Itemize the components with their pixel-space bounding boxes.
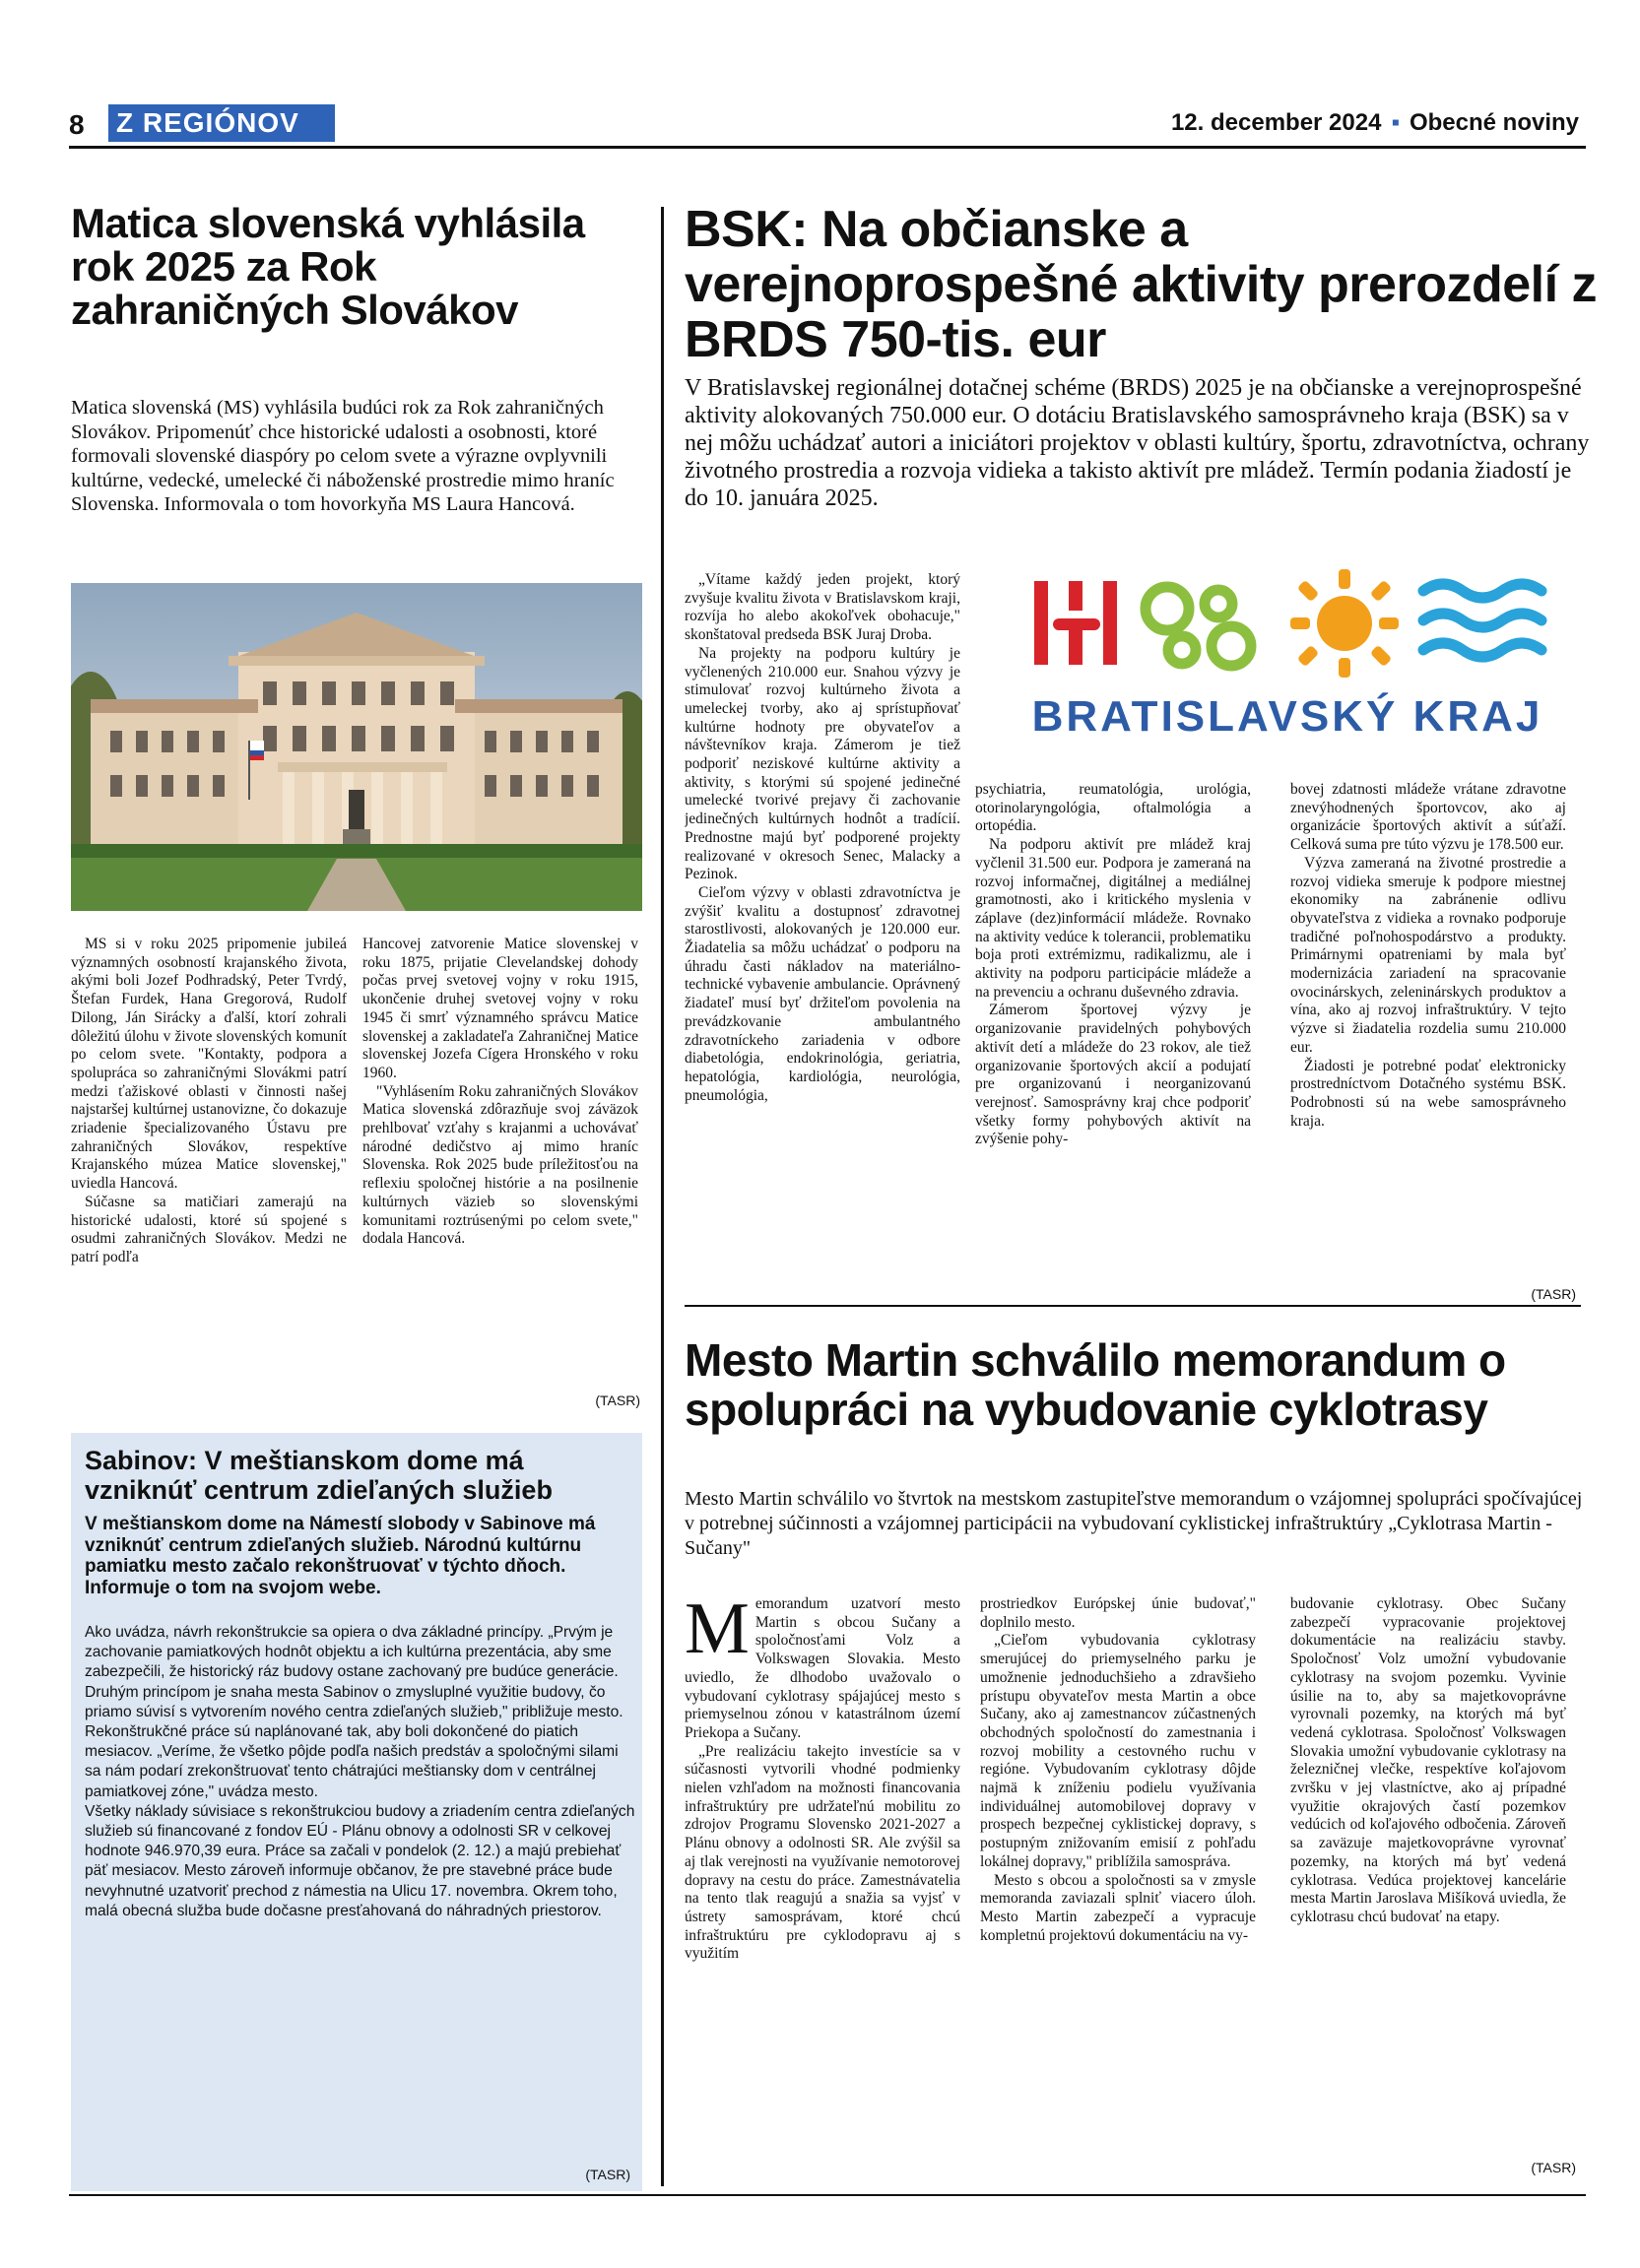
paragraph: MS si v roku 2025 pripomenie jubileá významných osobností krajanského života, akými boli Jozef Podhradský, Peter Tvrdý, Štefan Furdek, Hana Gregorová, Rudolf Dilong, Ján Sirácky a ďalší, ktorí zohrali dôležitú úlohu v živote slovenských komunít po celom svete. "Kontakty, podpora a spolupráca so zahraničnými Slovákmi patrí medzi ťažiskové oblasti v činnosti našej najstaršej kultúrnej ustanovizne, čo dokazuje zriadenie špecializovaného Ústavu pre zahraničných Slovákov, respektíve Krajanského múzea Matice slovenskej," uviedla Hancová. [71, 936, 347, 1193]
source-credit: (TASR) [585, 2167, 630, 2182]
paragraph: Hancovej zatvorenie Matice slovenskej v roku 1875, prijatie Clevelandskej dohody počas prvej svetovej vojny v roku 1915, ukončenie druhej svetovej vojny v roku 1945 či smrť významného správcu Matice slovenskej a zakladateľa Zahraničnej Matice slovenskej Jozefa Cígera Hronského v roku 1960. [362, 936, 638, 1081]
paragraph: Zámerom športovej výzvy je organizovanie pravidelných pohybových aktivít detí a mládeže do 23 rokov, ale tiež organizovanie športových akcií a podujatí pre organizovanú i neorganizovanú verejnosť. Samosprávny kraj chce podporiť všetky formy pohybových aktivít na zvýšenie pohy- [975, 1002, 1251, 1148]
paragraph: budovanie cyklotrasy. Obec Sučany zabezpečí vypracovanie projektovej dokumentácie na realizáciu stavby. Spoločnosť Volz umožní vybudovanie cyklotrasy na svojom pozemku. Vyvinie úsilie na to, aby sa majetkovoprávne vyrovnali pozemky, na ktorých má byť vedená cyklotrasa. Spoločnosť Volkswagen Slovakia umožní vybudovanie cyklotrasy na železničnej vlečke, respektíve koľajovom zvršku v jej vlastníctve, ako aj prípadné využitie okrajových častí pozemkov vedúcich od koľajového odbočenia. Zároveň sa zaväzuje majetkovoprávne vyrovnať pozemky, na ktorých má byť vedená cyklotrasa. Vedúca projektovej kancelárie mesta Martin Jaroslava Mišíková uviedla, že cyklotrasu chcú budovať na etapy. [1290, 1595, 1566, 1925]
bsk-column-3 [1290, 781, 1566, 1283]
paragraph: Žiadosti je potrebné podať elektronicky prostredníctvom Dotačného systému BSK. Podrobnosti sú na webe samosprávneho kraja. [1290, 1057, 1566, 1130]
drop-cap: M [685, 1595, 750, 1669]
bratislava-region-logo [1010, 569, 1561, 766]
matica-building-photo [71, 583, 642, 911]
paragraph: „Pre realizáciu takejto investície sa v súčasnosti vytvorili vhodné podmienky nielen vzhľadom na možnosti financovania infraštruktúry pre udržateľnú mobilitu zo zdrojov Programu Slovensko 2021-2027 a Plánu obnovy a odolnosti SR. Ale zvýšil sa aj tlak verejnosti na využívanie nemotorovej dopravy na cestu do práce. Zamestnávatelia na tento tlak reagujú a snažia sa vyjsť v ústrety samosprávam, ktoré chcú infraštruktúru pre cyklodopravu aj s využitím [685, 1742, 960, 1963]
article-lead-matica: Matica slovenská (MS) vyhlásila budúci rok za Rok zahraničných Slovákov. Pripomenúť chce historické udalosti a osobnosti, ktoré formovali slovenské diaspóry po celom svete a výrazne ovplyvnili kultúrne, vedecké, umelecké či náboženské prostredie mimo hraníc Slovenska. Informovala o tom hovorkyňa MS Laura Hancová. [71, 397, 615, 515]
paragraph: prostriedkov Európskej únie budovať," doplnilo mesto. [980, 1595, 1256, 1631]
issue-info [1171, 109, 1579, 137]
paragraph: Všetky náklady súvisiace s rekonštrukciou budovy a zriadením centra zdieľaných služieb sú financované z fondov EÚ - Plánu obnovy a odolnosti SR v celkovej hodnote 946.970,39 eura. Práce sa začali v pondelok (2. 12.) a majú prebiehať päť mesiacov. Mesto zároveň informuje občanov, že pre stavebné práce bude nevyhnutné uzatvoriť prechod z námestia na Ulicu 17. novembra. Okrem toho, malá obecná služba bude dočasne presťahovaná do náhradných priestorov. [85, 1802, 635, 1919]
paragraph: Mesto s obcou a spoločnosti sa v zmysle memoranda zaviazali splniť viacero úloh. Mesto Martin zabezpečí a vypracuje kompletnú projektovú dokumentáciu na vy- [980, 1871, 1256, 1944]
matica-column-1 [71, 936, 347, 1398]
article-headline-matica: Matica slovenská vyhlásila rok 2025 za Rok zahraničných Slovákov [71, 200, 585, 333]
article-lead-martin: Mesto Martin schválilo vo štvrtok na mestskom zastupiteľstve memorandum o vzájomnej spolupráci spočívajúcej v potrebnej súčinnosti a vzájomnej participácii na vybudovaní cyklistickej infraštruktúry „Cyklotrasa Martin - Sučany" [685, 1488, 1583, 1559]
paragraph: Na projekty na podporu kultúry je vyčlenených 210.000 eur. Snahou výzvy je stimulovať rozvoj kultúrneho života a umeleckej tvorby, ako aj sprístupňovať kultúrne hodnoty pre obyvateľov a návštevníkov kraja. Zámerom je tiež podporiť neziskové kultúrne aktivity a aktivity, s ktorými sú spojené jedinečné umelecké tvorivé prejavy či zachovanie jedinečných kultúrnych hodnôt a tradícií. Prednostne majú byť podporené projekty realizované v okresoch Senec, Malacky a Pezinok. [685, 644, 960, 883]
logo-wordmark: BRATISLAVSKÝ KRAJ [1031, 692, 1543, 741]
bsk-column-2 [975, 781, 1251, 1303]
article-headline-bsk: BSK: Na občianske a verejnoprospešné aktivity prerozdelí z BRDS 750-tis. eur [685, 201, 1597, 368]
paragraph: Súčasne sa matičiari zamerajú na historické udalosti, ktoré sú spojené s osudmi zahraničných Slovákov. Medzi ne patrí podľa [71, 1193, 347, 1265]
paragraph: psychiatria, reumatológia, urológia, otorinolaryngológia, oftalmológia a ortopédia. [975, 781, 1251, 835]
page-number: 8 [69, 109, 85, 140]
sabinov-title: Sabinov: V meštianskom dome má vzniknúť centrum zdieľaných služieb [85, 1446, 553, 1505]
martin-column-1 [685, 1595, 960, 2186]
paragraph: Memorandum uzatvorí mesto Martin s obcou Sučany a spoločnosťami Volz a Volkswagen Slovakia. Mesto uviedlo, že dlhodobo uvažovalo o vybudovaní cyklotrasy spájajúcej mesto s priemyselnou zónou v katastrálnom území Priekopa a Sučany. [685, 1595, 960, 1741]
column-divider [661, 207, 664, 2186]
paragraph: „Vítame každý jeden projekt, ktorý zvyšuje kvalitu života v Bratislavskom kraji, rozvíja ho alebo akokoľvek obohacuje," skonštatoval predseda BSK Juraj Droba. [685, 571, 960, 644]
paragraph: Na podporu aktivít pre mládež kraj vyčlenil 31.500 eur. Podpora je zameraná na rozvoj informačnej, digitálnej a mediálnej gramotnosti, ako i kritického myslenia v záplave (dez)informácií mládeže. Rovnako na aktivity vedúce k tolerancii, problematiku boja proti extrémizmu, radikalizmu, ale i aktivity na podporu participácie mládeže a na prevenciu a ochranu duševného zdravia. [975, 836, 1251, 1001]
paragraph: Ako uvádza, návrh rekonštrukcie sa opiera o dva základné princípy. „Prvým je zachovanie pamiatkových hodnôt objektu a ich kultúrna prezentácia, aby sme zabezpečili, že historický ráz budovy ostane zachovaný pre budúce generácie. Druhým princípom je snaha mesta Sabinov o zmysluplné využitie budovy, čo priamo súvisí s vytvorením nového centra zdieľaných služieb," približuje mesto. [85, 1624, 623, 1720]
paragraph: "Vyhlásením Roku zahraničných Slovákov Matica slovenská zdôrazňuje svoj záväzok prehlbovať vzťahy s krajanmi a uchovávať národné dedičstvo aj mimo hraníc Slovenska. Rok 2025 bude príležitosťou na reflexiu spoločnej histórie a na posilnenie kultúrnych väzieb so slovenskými komunitami roztrúsenými po celom svete," dodala Hancová. [362, 1082, 638, 1248]
article-headline-martin: Mesto Martin schválilo memorandum o spolupráci na vybudovanie cyklotrasy [685, 1334, 1506, 1435]
source-credit: (TASR) [1531, 2160, 1576, 2175]
martin-column-2 [980, 1595, 1256, 2186]
paragraph: Výzva zameraná na životné prostredie a rozvoj vidieka smeruje k podpore miestnej ekonomiky na zabránenie odlivu obyvateľstva z vidieka a rovnako podporuje tradičné poľnohospodárstvo a produkty. Primárnymi opatreniami by mala byť modernizácia zariadení na spracovanie ovocinárskych, zeleninárskych produktov a vína, ako aj rozvoj infraštruktúry. V tejto výzve si žiadatelia rozdelia sumu 210.000 eur. [1290, 854, 1566, 1056]
separator-icon: ▪ [1391, 109, 1400, 136]
section-label: Z REGIÓNOV [108, 104, 335, 142]
footer-divider [69, 2194, 1586, 2196]
paragraph: Rekonštrukčné práce sú naplánované tak, aby boli dokončené do piatich mesiacov. „Veríme, že všetko pôjde podľa našich predstáv a spoločnými silami sa nám podarí zrekonštruovať tento chátrajúci meštiansky dom v centrálnej pamiatkovej zóne," uvádza mesto. [85, 1723, 619, 1800]
martin-column-3 [1290, 1595, 1566, 2186]
sabinov-body [85, 1623, 636, 1921]
paragraph: bovej zdatnosti mládeže vrátane zdravotne znevýhodnených športovcov, ako aj organizácie športových aktivít a súťaží. Celková suma pre túto výzvu je 178.500 eur. [1290, 781, 1566, 854]
article-lead-bsk: V Bratislavskej regionálnej dotačnej schéme (BRDS) 2025 je na občianske a verejnoprospešné aktivity alokovaných 750.000 eur. O dotáciu Bratislavského samosprávneho kraja (BSK) sa v nej môžu uchádzať autori a iniciátori projektov v oblasti kultúry, športu, zdravotníctva, ochrany životného prostredia a rozvoja vidieka a takisto aktivít pre mládež. Termín podania žiadostí je do 10. januára 2025. [685, 375, 1590, 511]
source-credit: (TASR) [1531, 1286, 1576, 1302]
sabinov-lead: V meštianskom dome na Námestí slobody v Sabinove má vzniknúť centrum zdieľaných služieb. Národnú kultúrnu pamiatku mesto začalo rekonštruovať v týchto dňoch. Informuje o tom na svojom webe. [85, 1514, 596, 1598]
matica-column-2 [362, 936, 638, 1389]
source-credit: (TASR) [595, 1393, 640, 1408]
article-divider [685, 1305, 1581, 1307]
issue-date: 12. december 2024 [1170, 109, 1382, 136]
header-divider [69, 146, 1586, 149]
publication-name: Obecné noviny [1409, 109, 1579, 136]
paragraph: Cieľom výzvy v oblasti zdravotníctva je zvýšiť kvalitu a dostupnosť zdravotnej starostlivosti, alokovaných je 120.000 eur. Žiadatelia sa môžu uchádzať o podporu na úhradu časti nákladov na materiálno-technické vybavenie ambulancie. Oprávnený žiadateľ musí byť držiteľom povolenia na prevádzkovanie ambulantného zdravotníckeho zariadenia v odbore diabetológia, endokrinológia, geriatria, hepatológia, kardiológia, neurológia, pneumológia, [685, 883, 960, 1104]
bsk-column-1 [685, 571, 960, 1300]
paragraph: „Cieľom vybudovania cyklotrasy smerujúcej do priemyselného parku je umožnenie jednoduchšieho a zdravšieho prístupu obyvateľov mesta Martin a obce Sučany, ako aj zamestnancov zúčastnených obchodných spoločností do zamestnania i rozvoj mobility a cestovného ruchu v regióne. Vybudovaním cyklotrasy dôjde najmä k zníženiu podielu využívania individuálnej automobilovej dopravy v prospech bezpečnej cyklistickej dopravy, s postupným znižovaním emisií z pohľadu lokálnej dopravy," priblížila samospráva. [980, 1632, 1256, 1870]
